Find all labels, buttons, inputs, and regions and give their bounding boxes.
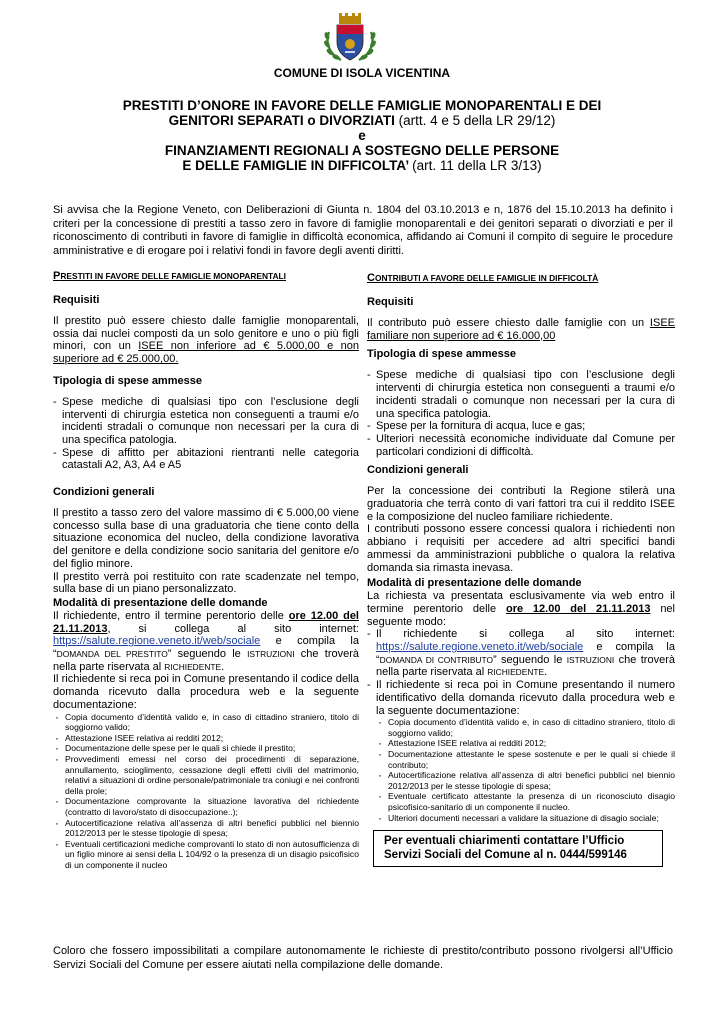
list-item: · Documentazione attestante le spese sostenute e per le quali si chiede il contributo; [376, 749, 675, 770]
contribution-column [367, 270, 675, 867]
list-item: · Autocertificazione relativa all’assenza di altri benefici pubblici nel biennio 2012/2013 per le stesse tipologie di spesa; [376, 770, 675, 791]
list-item: · Copia documento d’identità valido e, in caso di cittadino straniero, titolo di soggiorno valido; [376, 717, 675, 738]
contribution-conditions-title: Condizioni generali [367, 464, 469, 477]
list-item: - Spese di affitto per abitazioni rientranti nelle categoria catastali A2, A3, A4 e A5 [53, 447, 359, 472]
contribution-expenses-list [367, 369, 675, 458]
list-item: · Copia documento d’identità valido e, in caso di cittadino straniero, titolo di soggiorno valido; [53, 712, 359, 733]
list-item: - Ulteriori necessità economiche individuate dal Comune per particolari condizioni di difficoltà. [367, 433, 675, 458]
list-item: · Documentazione comprovante la situazione lavorativa del richiedente (contratto di lavoro/stato di disoccupazione..); [53, 796, 359, 817]
contribution-submission-title: Modalità di presentazione delle domande [367, 577, 582, 590]
list-item: · Eventuale certificato attestante la presenza di un riconosciuto disagio psicofisico-sanitario di un componente il nucleo. [376, 791, 675, 812]
title-conjunction: e [358, 128, 366, 143]
loan-requirements-title: Requisiti [53, 294, 100, 306]
list-item: - Il richiedente si reca poi in Comune presentando il numero identificativo della domanda ricevuto dalla procedura web e la seguente documentazione: [367, 679, 675, 717]
contribution-requirements-text: Il contributo può essere chiesto dalle famiglie con un ISEE familiare non superiore ad € 16.000,00 [367, 317, 675, 342]
intro-paragraph: Si avvisa che la Regione Veneto, con Deliberazioni di Giunta n. 1804 del 03.10.2013 e n, 1876 del 15.10.2013 ha definito i criteri per la concessione di prestiti a tasso zero in favore di famiglie monoparentali e dei genitori separati o divorziati e per il riconoscimento di contributi in favore di famiglie in difficoltà economica, affidando ai Comuni il compito di seguire le procedure amministrative e di erogare poi i relativi fondi in favore degli aventi diritti. [53, 204, 673, 257]
regione-veneto-link[interactable]: https://salute.regione.veneto.it/web/sociale [376, 641, 584, 654]
loan-expenses-title: Tipologia di spese ammesse [53, 374, 202, 387]
list-item: - Spese per la fornitura di acqua, luce e gas; [367, 420, 675, 433]
loan-documents-list [53, 712, 359, 871]
list-item: · Attestazione ISEE relativa ai redditi 2012; [376, 738, 675, 749]
loan-conditions-title: Condizioni generali [53, 486, 155, 499]
contribution-column-heading: CONTRIBUTI A FAVORE DELLE FAMIGLIE IN DIFFICOLTÀ [367, 272, 599, 284]
loan-submission-title: Modalità di presentazione delle domande [53, 596, 268, 609]
contact-info-box: Per eventuali chiarimenti contattare l’Ufficio Servizi Sociali del Comune al n. 0444/599146 [373, 830, 663, 867]
footer-paragraph: Coloro che fossero impossibilitati a compilare autonomamente le richieste di prestito/contributo possono rivolgersi all’Ufficio Servizi Sociali del Comune per essere aiutati nella compilazione delle domande. [53, 945, 673, 971]
contribution-conditions-text: Per la concessione dei contributi la Regione stilerà una graduatoria che terrà conto di vari fattori tra cui il reddito ISEE e la composizione del nucleo familiare richiedente. [367, 485, 675, 523]
list-item: - Spese mediche di qualsiasi tipo con l’esclusione degli interventi di chirurgia estetica non conseguenti a traumi e/o incidenti stradali o comunque non necessari per la cura di una specifica patologia. [53, 396, 359, 447]
loan-column-heading: PRESTITI IN FAVORE DELLE FAMIGLIE MONOPARENTALI [53, 270, 287, 282]
title-line-4: E DELLE FAMIGLIE IN DIFFICOLTA’ (art. 11 della LR 3/13) [182, 158, 542, 173]
title-line-2: GENITORI SEPARATI o DIVORZIATI (artt. 4 e 5 della LR 29/12) [168, 113, 556, 128]
list-item: · Ulteriori documenti necessari a validare la situazione di disagio sociale; [376, 813, 675, 824]
title-line-3: FINANZIAMENTI REGIONALI A SOSTEGNO DELLE PERSONE [164, 143, 560, 158]
contribution-eligibility-text: I contributi possono essere concessi qualora i richiedenti non abbiano i requisiti per accedere ad altri specifici bandi ammessi da amministrazioni pubbliche o qualora la relativa domanda sia rimasta inevasa. [367, 523, 675, 574]
municipal-crest-icon [321, 12, 379, 64]
contribution-documents-list [376, 717, 675, 823]
loan-submission-step-1: Il richiedente, entro il termine perentorio delle ore 12.00 del 21.11.2013, si collega al sito internet: https://salute.regione.veneto.it/web/sociale e compila la “DOMANDA DEL PRESTITO” seguendo le ISTRUZIONI che troverà nella parte riservata al RICHIEDENTE. [53, 609, 359, 673]
list-item: - Il richiedente si collega al sito internet: https://salute.regione.veneto.it/web/sociale e compila la “DOMANDA DI CONTRIBUTO” seguendo le ISTRUZIONI che troverà nella parte riservata al RICHIEDENTE. [367, 628, 675, 679]
loan-conditions-text: Il prestito a tasso zero del valore massimo di € 5.000,00 viene concesso sulla base di una graduatoria che tiene conto della situazione economica del nucleo, della condizione lavorativa del genitore e della condizione socio sanitaria del genitore e/o del figlio minore. [53, 507, 359, 570]
list-item: · Attestazione ISEE relativa ai redditi 2012; [53, 733, 359, 744]
contribution-submission-intro: La richiesta va presentata esclusivamente via web entro il termine perentorio delle ore 12.00 del 21.11.2013 nel seguente modo: [367, 590, 675, 628]
regione-veneto-link[interactable]: https://salute.regione.veneto.it/web/sociale [53, 635, 261, 648]
list-item: · Provvedimenti emessi nel corso dei procedimenti di separazione, annullamento, scioglimento, cessazione degli effetti civili del matrimonio, relativi a situazioni di ordine personale/patrimoniale tra coniugi e nei confronti della prole; [53, 754, 359, 796]
contribution-expenses-title: Tipologia di spese ammesse [367, 348, 516, 361]
page-title [40, 98, 684, 173]
list-item: · Documentazione delle spese per le quali si chiede il prestito; [53, 743, 359, 754]
loan-repayment-text: Il prestito verrà poi restituito con rate scadenzate nel tempo, sulla base di un piano personalizzato. [53, 570, 359, 596]
contribution-steps-list [367, 628, 675, 717]
list-item: · Autocertificazione relativa all’assenza di altri benefici pubblici nel biennio 2012/2013 per le stesse tipologie di spesa; [53, 818, 359, 839]
loan-column [53, 270, 359, 870]
loan-submission-step-2: Il richiedente si reca poi in Comune presentando il codice della domanda ricevuto dalla procedura web e la seguente documentazione: [53, 673, 359, 711]
list-item: - Spese mediche di qualsiasi tipo con l’esclusione degli interventi di chirurgia estetica non conseguenti a traumi e/o incidenti stradali o comunque non necessari per la cura di una specifica patologia. [367, 369, 675, 420]
loan-expenses-list [53, 396, 359, 472]
loan-requirements-text: Il prestito può essere chiesto dalle famiglie monoparentali, ossia dai nuclei composti da un solo genitore e uno o più figli minori, con un ISEE non inferiore ad € 5.000,00 e non superiore ad € 25.000,00. [53, 315, 359, 366]
comune-name: COMUNE DI ISOLA VICENTINA [273, 66, 451, 80]
title-line-1: PRESTITI D’ONORE IN FAVORE DELLE FAMIGLIE MONOPARENTALI E DEI [122, 98, 602, 113]
contribution-requirements-title: Requisiti [367, 296, 414, 308]
list-item: · Eventuali certificazioni mediche comprovanti lo stato di non autosufficienza di un figlio minore ai sensi della L 104/92 o la presenza di un disagio psicofisico di un componente il nucleo [53, 839, 359, 871]
